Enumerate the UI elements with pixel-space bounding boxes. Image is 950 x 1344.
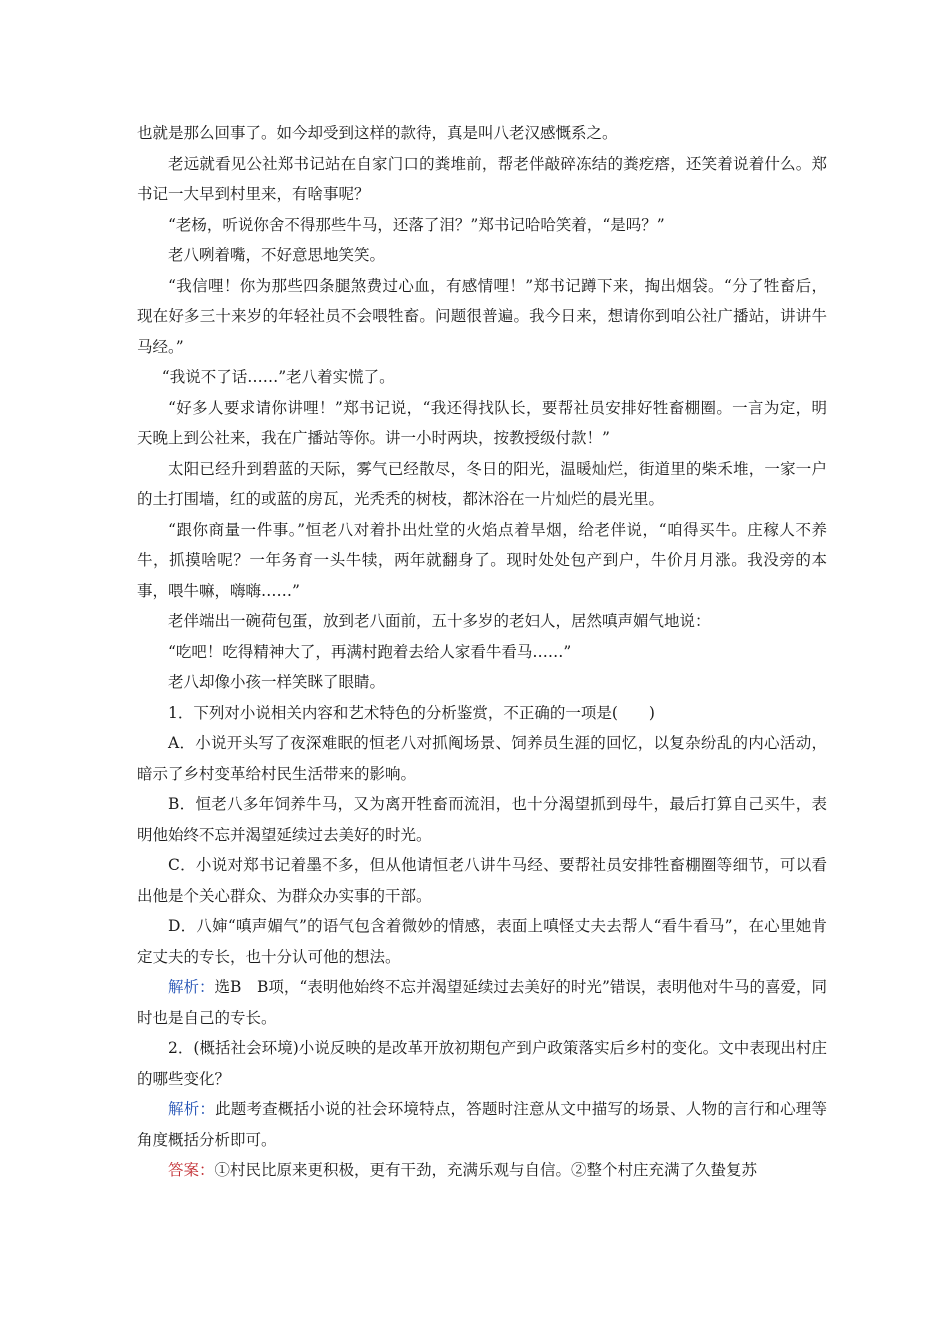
analysis-1 <box>137 972 827 1033</box>
answer-text: ①村民比原来更积极，更有干劲，充满乐观与自信。②整个村庄充满了久蛰复苏 <box>214 1161 758 1179</box>
paragraph-4: “我信哩！你为那些四条腿煞费过心血，有感情哩！”郑书记蹲下来，掏出烟袋。“分了牲畜后，现在好多三十来岁的年轻社员不会喂牲畜。问题很普遍。我今日来，想请你到咱公社广播站，讲讲牛马经。” <box>137 276 827 356</box>
question-1: 1．下列对小说相关内容和艺术特色的分析鉴赏，不正确的一项是( ) <box>168 703 655 722</box>
paragraph-0: 也就是那么回事了。如今却受到这样的款待，真是叫八老汉感慨系之。 <box>137 124 618 142</box>
document-page <box>137 118 827 1186</box>
analysis-label: 解析： <box>168 1100 216 1118</box>
paragraph-3: 老八咧着嘴，不好意思地笑笑。 <box>168 246 386 264</box>
paragraph-7: 太阳已经升到碧蓝的天际，雾气已经散尽，冬日的阳光，温暖灿烂，街道里的柴禾堆，一家一户的土打围墙，红的或蓝的房瓦，光秃秃的树枝，都沐浴在一片灿烂的晨光里。 <box>137 459 827 508</box>
option-a: A．小说开头写了夜深难眠的恒老八对抓阄场景、饲养员生涯的回忆，以复杂纷乱的内心活动，暗示了乡村变革给村民生活带来的影响。 <box>137 734 827 783</box>
analysis-text: 此题考查概括小说的社会环境特点，答题时注意从文中描写的场景、人物的言行和心理等角度概括分析即可。 <box>137 1100 827 1149</box>
paragraph-9: 老伴端出一碗荷包蛋，放到老八面前，五十多岁的老妇人，居然嗔声媚气地说： <box>168 612 711 630</box>
option-d: D．八婶“嗔声媚气”的语气包含着微妙的情感，表面上嗔怪丈夫去帮人“看牛看马”，在心里她肯定丈夫的专长，也十分认可他的想法。 <box>137 917 827 966</box>
analysis-2 <box>137 1094 827 1155</box>
answer-2 <box>137 1155 827 1186</box>
analysis-label: 解析： <box>168 978 215 996</box>
paragraph-10: “吃吧！吃得精神大了，再满村跑着去给人家看牛看马……” <box>168 642 572 661</box>
paragraph-1: 老远就看见公社郑书记站在自家门口的粪堆前，帮老伴敲碎冻结的粪疙瘩，还笑着说着什么。郑书记一大早到村里来，有啥事呢？ <box>137 154 827 203</box>
option-b: B．恒老八多年饲养牛马，又为离开牲畜而流泪，也十分渴望抓到母牛，最后打算自己买牛，表明他始终不忘并渴望延续过去美好的时光。 <box>137 795 827 844</box>
paragraph-8: “跟你商量一件事。”恒老八对着扑出灶堂的火焰点着旱烟，给老伴说，“咱得买牛。庄稼人不养牛，抓摸啥呢？一年务育一头牛犊，两年就翻身了。现时处处包产到户，牛价月月涨。我没旁的本事，喂牛嘛，嗨嗨……” <box>137 520 827 600</box>
paragraph-11: 老八却像小孩一样笑眯了眼睛。 <box>168 673 386 691</box>
paragraph-5: “我说不了话……”老八着实慌了。 <box>161 368 395 386</box>
paragraph-6: “好多人要求请你讲哩！”郑书记说，“我还得找队长，要帮社员安排好牲畜棚圈。一言为定，明天晚上到公社来，我在广播站等你。讲一小时两块，按教授级付款！” <box>137 398 827 447</box>
paragraph-2: “老杨，听说你舍不得那些牛马，还落了泪？”郑书记哈哈笑着，“是吗？” <box>168 215 665 234</box>
question-2: 2．(概括社会环境)小说反映的是改革开放初期包产到户政策落实后乡村的变化。文中表现出村庄的哪些变化？ <box>137 1039 827 1088</box>
option-c: C．小说对郑书记着墨不多，但从他请恒老八讲牛马经、要帮社员安排牲畜棚圈等细节，可以看出他是个关心群众、为群众办实事的干部。 <box>137 856 827 905</box>
analysis-text: 选B B项，“表明他始终不忘并渴望延续过去美好的时光”错误，表明他对牛马的喜爱，同时也是自己的专长。 <box>137 978 827 1027</box>
answer-label: 答案： <box>168 1161 215 1179</box>
